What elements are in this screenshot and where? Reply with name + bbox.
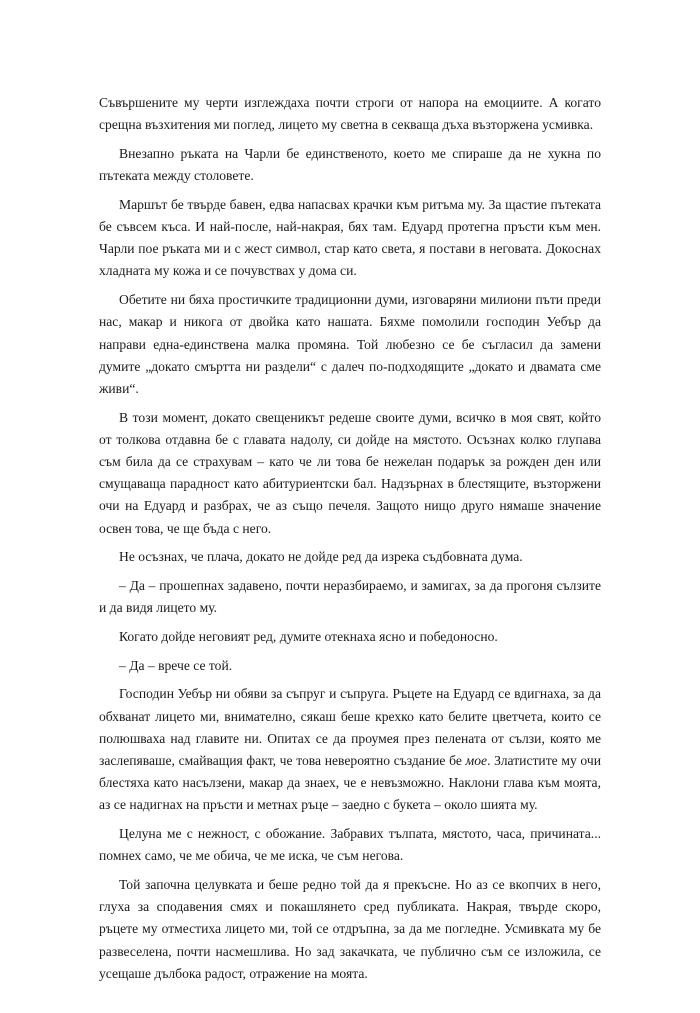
dialogue-line-2: – Да – врече се той. xyxy=(119,657,233,673)
paragraph-8 xyxy=(99,683,601,816)
paragraph-8-text-before: Господин Уебър ни обяви за съпруг и съпруга. Ръцете на Едуард се вдигнаха, за да обхванат лицето ми, внимателно, сякаш беше крехко като белите цветчета, които се полюшваха над главите ни. Опитах се да проумея през пелената от сълзи, която ме заслепяваше, смайващия факт, че това невероятно създание бе xyxy=(99,686,601,768)
paragraph-7: Когато дойде неговият ред, думите отекнаха ясно и победоносно. xyxy=(119,628,498,644)
paragraph-8-text-after: . Златистите му очи блестяха като насълзени, макар да знаех, че е невъзможно. Наклони глава към моята, аз се надигнах на пръсти и метнах ръце – заедно с букета – около шията му. xyxy=(99,752,601,813)
book-page xyxy=(99,92,601,992)
paragraph-2: Внезапно ръката на Чарли бе единственото, което ме спираше да не хукна по пътеката между столовете. xyxy=(99,145,601,184)
paragraph-1: Съвършените му черти изглеждаха почти строги от напора на емоциите. А когато срещна възхитения ми поглед, лицето му светна в секваща дъха възторжена усмивка. xyxy=(99,95,601,133)
paragraph-4: Обетите ни бяха простичките традиционни думи, изговаряни милиони пъти преди нас, макар и никога от двойка като нашата. Бяхме помолили господин Уебър да направи една-единствена малка промяна. Той любезно се бе съгласил да замени думите „докато смъртта ни раздели“ с далеч по-подходящите „докато и двамата сме живи“. xyxy=(99,292,601,396)
paragraph-6: Не осъзнах, че плача, докато не дойде ред да изрека съдбовната дума. xyxy=(119,549,523,565)
paragraph-10: Той започна целувката и беше редно той да я прекъсне. Но аз се вкопчих в него, глуха за сподавения смях и покашлянето сред публиката. Накрая, твърде скоро, ръцете му отместиха лицето ми, той се отдръпна, за да ме погледне. Усмивката му бе развеселена, почти насмешлива. Но зад закачката, че публично съм се изложила, се усещаше дълбока радост, отражение на моята. xyxy=(99,877,601,981)
paragraph-5: В този момент, докато свещеникът редеше своите думи, всичко в моя свят, който от толкова отдавна бе с главата надолу, си дойде на мястото. Осъзнах колко глупава съм била да се страхувам – като че ли това бе нежелан подарък за рожден ден или смущаваща парадност като абитуриентски бал. Надзърнах в блестящите, възторжени очи на Едуард и разбрах, че аз също печеля. Защото нищо друго нямаше значение освен това, че ще бъда с него. xyxy=(99,409,601,536)
paragraph-9: Целуна ме с нежност, с обожание. Забравих тълпата, мястото, часа, причината... помнех само, че ме обича, че ме иска, че съм негова. xyxy=(99,826,601,864)
paragraph-3: Маршът бе твърде бавен, едва напасвах крачки към ритъма му. За щастие пътеката бе съвсем къса. И най-после, най-накрая, бях там. Едуард протегна пръсти към мен. Чарли пое ръката ми и с жест символ, стар като света, я постави в неговата. Докоснах хладната му кожа и се почувствах у дома си. xyxy=(99,196,601,279)
emphasis-word: мое xyxy=(465,752,488,768)
dialogue-line-1: – Да – прошепнах задавено, почти неразбираемо, и замигах, за да прогоня сълзите и да видя лицето му. xyxy=(99,578,601,616)
